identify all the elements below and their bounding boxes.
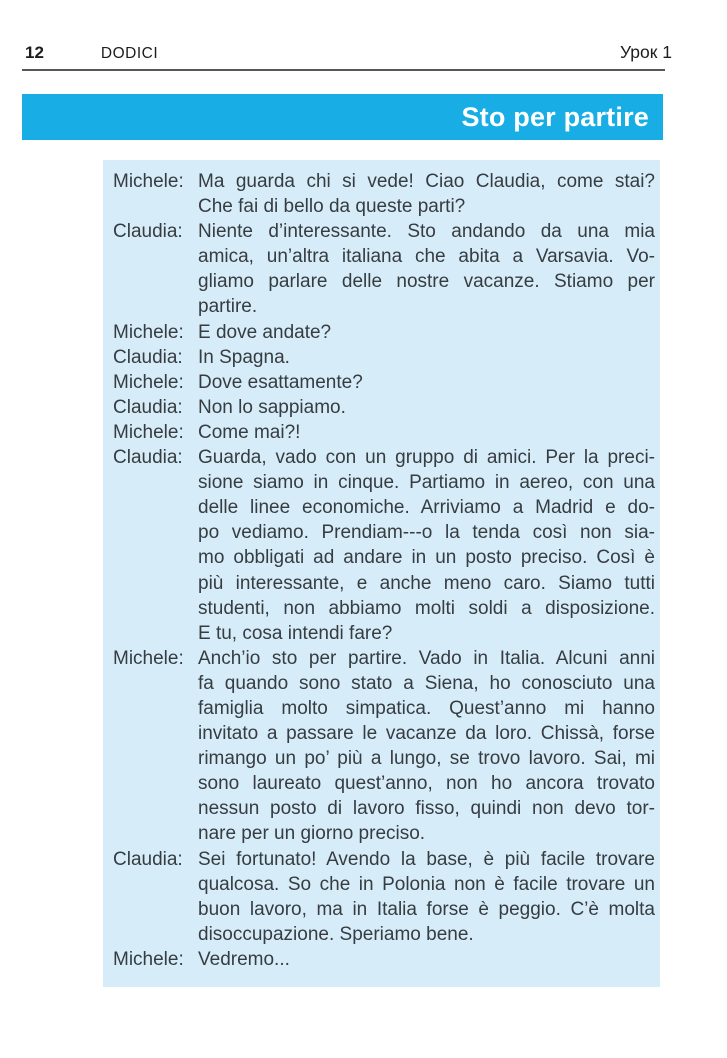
dialogue-line: Come mai?! xyxy=(198,421,301,443)
page-number-word: DODICI xyxy=(100,45,159,62)
dialogue-turn xyxy=(113,445,655,646)
speech-text xyxy=(198,395,655,420)
dialogue-line: buon lavoro, ma in Italia forse è peggio. C’è molta xyxy=(198,898,655,920)
dialogue-line: delle linee economiche. Arriviamo a Madrid e do- xyxy=(198,497,655,519)
speech-text xyxy=(198,847,655,947)
lesson-label: Урок 1 xyxy=(619,42,672,62)
dialogue-line: Non lo sappiamo. xyxy=(198,396,346,418)
speaker-label: Claudia: xyxy=(113,346,183,368)
speech-text xyxy=(198,370,655,395)
speech-text xyxy=(198,420,655,445)
dialogue-line: In Spagna. xyxy=(198,346,290,368)
section-title: Sto per partire xyxy=(461,102,649,132)
speaker-label: Claudia: xyxy=(113,396,183,418)
speaker-label: Claudia: xyxy=(113,221,183,243)
dialogue-line: Dove esattamente? xyxy=(198,371,363,393)
dialogue-line: Guarda, vado con un gruppo di amici. Per la preci- xyxy=(198,447,655,469)
dialogue-turn xyxy=(113,646,655,847)
dialogue-line: E dove andate? xyxy=(198,321,332,343)
dialogue-turn xyxy=(113,370,655,395)
title-banner xyxy=(22,94,663,140)
dialogue-line: sione siamo in cinque. Partiamo in aereo, con una xyxy=(198,472,655,494)
speech-text xyxy=(198,345,655,370)
speech-text xyxy=(198,169,655,219)
dialogue-line: qualcosa. So che in Polonia non è facile trovare un xyxy=(198,873,655,895)
speaker-label: Claudia: xyxy=(113,848,183,870)
dialogue-line: E tu, cosa intendi fare? xyxy=(198,622,393,644)
speaker-label: Michele: xyxy=(113,321,184,343)
speaker-label: Michele: xyxy=(113,371,184,393)
dialogue-line: Sei fortunato! Avendo la base, è più facile trovare xyxy=(198,848,655,870)
speaker-label: Michele: xyxy=(113,171,184,192)
speech-text xyxy=(198,445,655,646)
dialogue-turn xyxy=(113,947,655,972)
header-rule xyxy=(22,69,665,71)
dialogue-turn xyxy=(113,219,655,319)
dialogue-line: famiglia molto simpatica. Quest’anno mi hanno xyxy=(198,697,655,719)
speaker-label: Claudia: xyxy=(113,447,183,469)
dialogue-line: fa quando sono stato a Siena, ho conosciuto una xyxy=(198,672,655,694)
dialogue-line: partire. xyxy=(198,296,258,318)
dialogue-line: Niente d’interessante. Sto andando da una mia xyxy=(198,221,655,243)
dialogue-line: mo obbligati ad andare in un posto preciso. Così è xyxy=(198,547,655,569)
dialogue-turn xyxy=(113,395,655,420)
speaker-label: Michele: xyxy=(113,421,184,443)
dialogue-line: rimango un po’ più a lungo, se trovo lavoro. Sai, mi xyxy=(198,748,655,770)
dialogue-line: Vedremo... xyxy=(198,948,290,970)
dialogue-line: sono laureato quest’anno, non ho ancora trovato xyxy=(198,773,655,795)
page-number-group xyxy=(25,43,158,63)
dialogue-line: nare per un giorno preciso. xyxy=(198,823,426,845)
dialogue-line: invitato a passare le vacanze da loro. Chissà, forse xyxy=(198,723,655,745)
speaker-label: Michele: xyxy=(113,647,184,669)
dialogue-turn xyxy=(113,320,655,345)
speech-text xyxy=(198,947,655,972)
page-number: 12 xyxy=(25,43,44,62)
dialogue-box xyxy=(103,160,660,987)
dialogue-turn xyxy=(113,345,655,370)
speaker-label: Michele: xyxy=(113,948,184,970)
dialogue-line: Che fai di bello da queste parti? xyxy=(198,196,466,218)
speech-text xyxy=(198,646,655,847)
speech-text xyxy=(198,320,655,345)
dialogue-line: studenti, non abbiamo molti soldi a disposizione. xyxy=(198,597,655,619)
dialogue-turn xyxy=(113,847,655,947)
dialogue-turn xyxy=(113,420,655,445)
dialogue-line: Ma guarda chi si vede! Ciao Claudia, come stai? xyxy=(198,171,655,192)
page-header xyxy=(25,42,672,63)
dialogue-line: Anch’io sto per partire. Vado in Italia. Alcuni anni xyxy=(198,647,655,669)
dialogue-line: gliamo parlare delle nostre vacanze. Stiamo per xyxy=(198,271,655,293)
dialogue-line: po vediamo. Prendiam---o la tenda così non sia- xyxy=(198,522,655,544)
speech-text xyxy=(198,219,655,319)
dialogue-line: disoccupazione. Speriamo bene. xyxy=(198,923,474,945)
dialogue-turn xyxy=(113,169,655,219)
dialogue-line: amica, un’altra italiana che abita a Varsavia. Vo- xyxy=(198,246,655,268)
dialogue-line: nessun posto di lavoro fisso, quindi non devo tor- xyxy=(198,798,655,820)
dialogue-line: più interessante, e anche meno caro. Siamo tutti xyxy=(198,572,655,594)
